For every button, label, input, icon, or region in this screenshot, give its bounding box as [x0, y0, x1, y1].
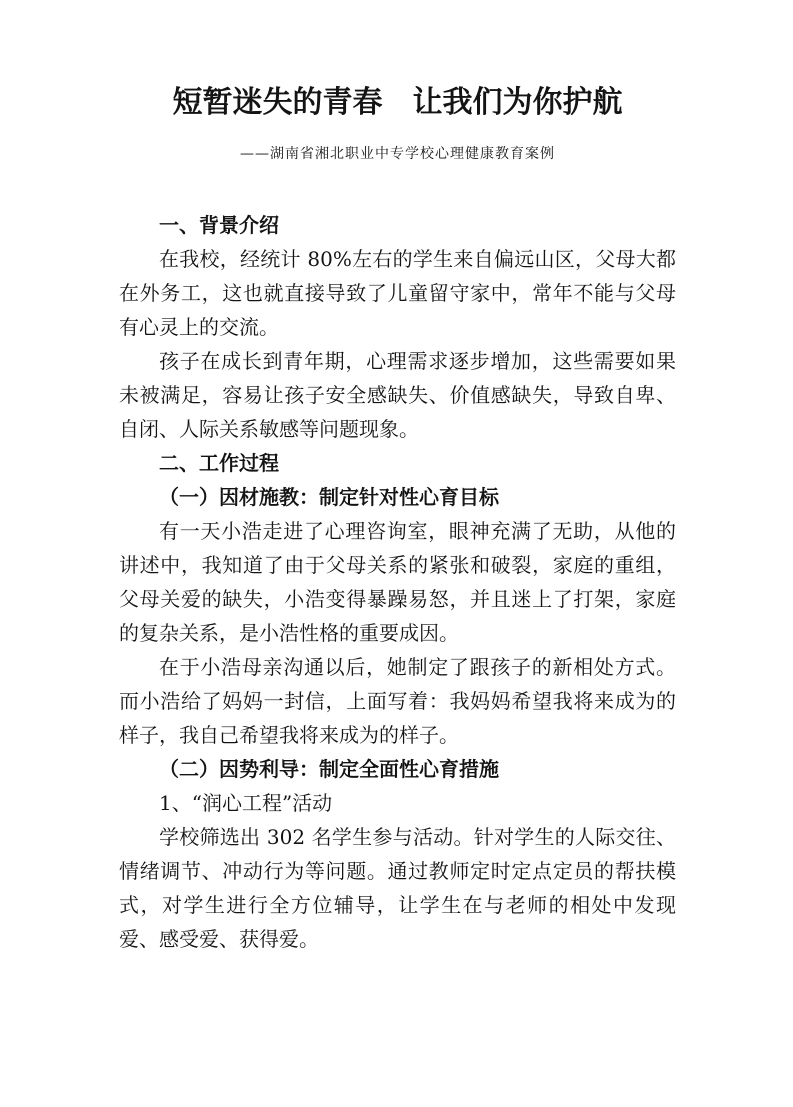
paragraph-background-1: 在我校，经统计 80%左右的学生来自偏远山区，父母大都在外务工，这也就直接导致了儿童留守家中，常年不能与父母有心灵上的交流。: [119, 247, 676, 339]
paragraph-background-2: 孩子在成长到青年期，心理需求逐步增加，这些需要如果未被满足，容易让孩子安全感缺失、价值感缺失，导致自卑、自闭、人际关系敏感等问题现象。: [119, 349, 676, 441]
document-title: 短暂迷失的青春 让我们为你护航: [172, 85, 623, 120]
subsection-heading-comprehensive-measures: （二）因势利导：制定全面性心育措施: [159, 757, 499, 781]
section-heading-background: 一、背景介绍: [159, 213, 279, 237]
subsection-heading-targeted-goals: （一）因材施教：制定针对性心育目标: [159, 485, 499, 509]
paragraph-case-xiaohao-2: 在于小浩母亲沟通以后，她制定了跟孩子的新相处方式。而小浩给了妈妈一封信，上面写着：我妈妈希望我将来成为的样子，我自己希望我将来成为的样子。: [119, 655, 676, 747]
section-heading-work-process: 二、工作过程: [159, 451, 279, 475]
document-body: [119, 208, 676, 956]
paragraph-case-xiaohao-1: 有一天小浩走进了心理咨询室，眼神充满了无助，从他的讲述中，我知道了由于父母关系的紧张和破裂，家庭的重组，父母关爱的缺失，小浩变得暴躁易怒，并且迷上了打架，家庭的复杂关系，是小浩性格的重要成因。: [119, 519, 676, 645]
paragraph-runxin-project-detail: 学校筛选出 302 名学生参与活动。针对学生的人际交往、情绪调节、冲动行为等问题。通过教师定时定点定员的帮扶模式，对学生进行全方位辅导，让学生在与老师的相处中发现爱、感受爱、获得爱。: [119, 825, 676, 951]
list-item-runxin-project: 1、“润心工程”活动: [159, 791, 333, 815]
document-subtitle: ——湖南省湘北职业中专学校心理健康教育案例: [240, 146, 555, 162]
